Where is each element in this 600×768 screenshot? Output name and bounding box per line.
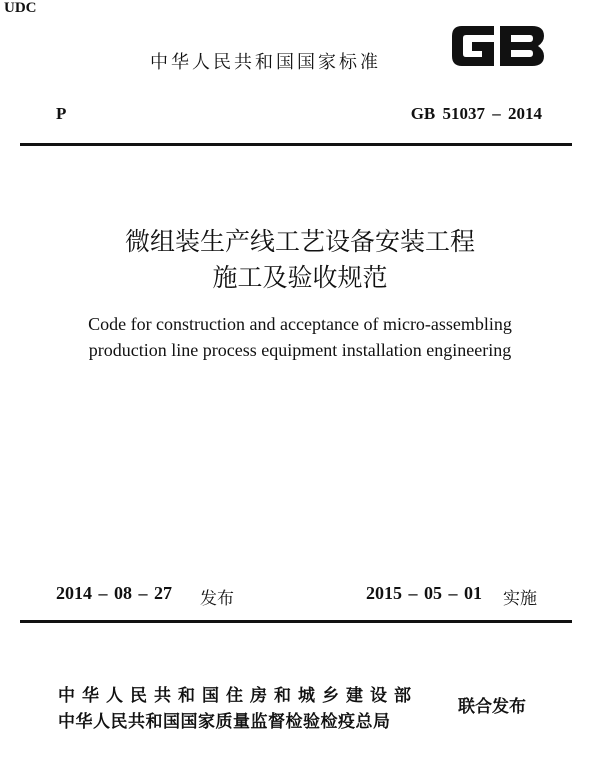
issue-label: 发布 [200,589,234,609]
title-english-line1: Code for construction and acceptance of micro-assembling [88,314,512,334]
title-english-line2: production line process equipment installation engineering [88,340,512,360]
standard-type-heading: 中华人民共和国国家标准 [150,52,381,73]
issue-date: 2014 – 08 – 27 [56,583,172,603]
title-chinese-line2: 施工及验收规范 [212,263,388,292]
gb-logo-b [500,26,544,66]
title-chinese-line1: 微组装生产线工艺设备安装工程 [124,227,475,256]
top-divider [20,143,572,146]
issuer-ministry: 中华人民共和国住房和城乡建设部 [58,686,418,706]
standard-number: GB 51037 – 2014 [410,104,542,123]
implementation-label: 实施 [503,589,537,609]
bottom-divider [20,620,572,623]
gb-logo [448,20,548,72]
joint-issue-label: 联合发布 [458,697,526,717]
issuer-aqsiq: 中华人民共和国国家质量监督检验检疫总局 [58,712,391,732]
implementation-date: 2015 – 05 – 01 [366,583,482,603]
udc-label: UDC [4,0,37,16]
gb-logo-g [452,26,494,66]
classification-code: P [56,104,67,123]
